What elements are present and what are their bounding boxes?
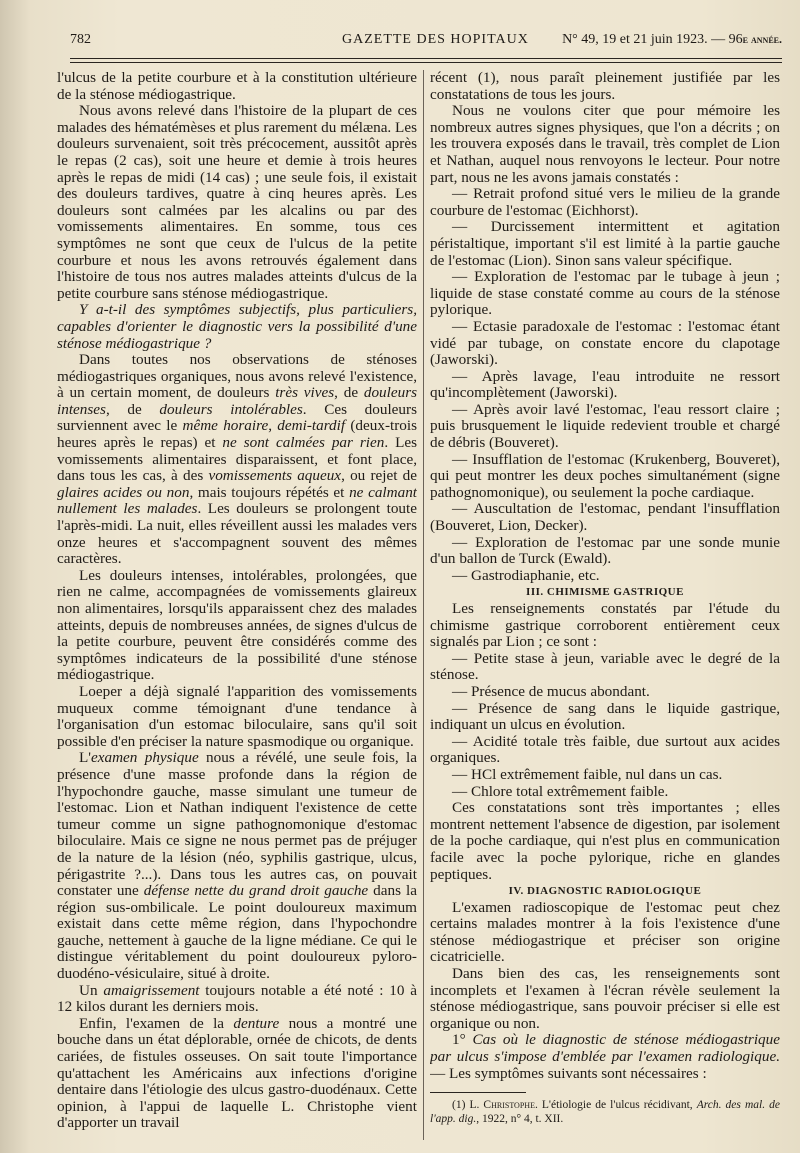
paragraph [430, 1032, 780, 1082]
paragraph: Les douleurs intenses, intolérables, prolongées, que rien ne calme, accompagnées de vomissements glaireux non alimentaires, lorsqu'ils apparaissent chez des malades atteints, depuis de nombreuses années, de signes d'ulcus de la petite courbure, peuvent être considérés comme des symptômes indicateurs de la possibilité d'une sténose médiogastrique. [57, 566, 417, 684]
list-item: — Après avoir lavé l'estomac, l'eau ressort claire ; puis brusquement le liquide redevient trouble et chargé de débris (Bouveret). [430, 400, 780, 452]
text-run: . Les vomissements alimentaires disparaissent, et font place, dans tous les cas, à des [57, 434, 417, 485]
text-run: dans la région sus-ombilicale. Le point douloureux maximum existait dans cette même région, dans l'hypochondre gauche, nettement à gauche de la ligne médiane. Ce qui le distingue véritablement du point douloureux pyloro-duodéno-vésiculaire, situé à droite. [57, 882, 417, 983]
italic-term: denture [233, 1014, 280, 1032]
italic-term: demi-tardif [277, 417, 346, 435]
text-run: , de [105, 400, 160, 418]
paragraph: L'examen radioscopique de l'estomac peut chez certains malades montrer à la fois l'existence d'une sténose médiogastrique et préciser son origine cicatricielle. [430, 898, 780, 966]
text-run: Enfin, l'examen de la [79, 1014, 234, 1032]
running-header [70, 30, 782, 58]
italic-term: défense nette du grand droit gauche [143, 882, 369, 900]
paragraph: récent (1), nous paraît pleinement justifiée par les constatations de tous les jours. [430, 70, 780, 103]
question-paragraph [57, 302, 417, 352]
paragraph [57, 983, 417, 1016]
paragraph: Dans bien des cas, les renseignements sont incomplets et l'examen à l'écran révèle seulement la sténose médiogastrique, sans pouvoir préciser si elle est organique ou non. [430, 965, 780, 1032]
footnote [430, 1099, 780, 1126]
italic-term: même horaire [182, 417, 269, 435]
paragraph: Ces constatations sont très importantes ; elles montrent nettement l'absence de digestion, par isolement de la poche cardiaque, qui n'est plus en communication facile avec la poche pylorique, riche en glandes peptiques. [430, 799, 780, 883]
paragraph: l'ulcus de la petite courbure et à la constitution ultérieure de la sténose médiogastrique. [57, 70, 417, 103]
text-run: nous a révélé, une seule fois, la présence d'une masse profonde dans la région de l'hypochondre gauche, masse simulant une tumeur de l'estomac. Lion et Nathan indiquent l'existence de cette tumeur comme un signe pathognomonique d'estomac biloculaire. Mais ce signe ne nous permet pas de préjuger de la nature de la lésion (néo, syphilis gastrique, ulcus, périgastrite ?...). Dans tous les autres cas, on pouvait constater une [57, 749, 417, 900]
italic-question: Y a-t-il des symptômes subjectifs, plus particuliers, capables d'orienter le diagnostic vers la possibilité d'une sténose médiogastrique ? [57, 301, 417, 352]
text-run: , ou rejet de [341, 467, 417, 485]
italic-term: douleurs intenses [57, 384, 417, 418]
issue-year-label: e année. [742, 32, 782, 46]
paragraph: Les renseignements constatés par l'étude du chimisme gastrique corroborent entièrement ceux signalés par Lion ; ce sont : [430, 600, 780, 651]
text-run: (1) L. [452, 1099, 484, 1112]
text-run: Dans toutes nos observations de sténoses médiogastriques organiques, nous avons relevé l'existence, à un certain moment, de douleurs [57, 351, 417, 402]
text-run: Un [79, 981, 104, 999]
paragraph: Loeper a déjà signalé l'apparition des vomissements muqueux comme témoignant d'une tendance à l'organisation d'un estomac biloculaire, sans qu'il soit possible d'en préciser la nature spasmodique ou organique. [57, 682, 417, 750]
italic-term: très vives [275, 384, 335, 402]
header-rule-thin [70, 62, 782, 63]
list-item: — Retrait profond situé vers le milieu de la grande courbure de l'estomac (Eichhorst). [430, 185, 780, 219]
paragraph: Nous ne voulons citer que pour mémoire les nombreux autres signes physiques, que l'on a décrits ; on les trouvera exposés dans le travail, très complet de Lion et Nathan, auquel nous renvoyons le lecteur. Pour notre part, nous ne les avons jamais constatés : [430, 102, 780, 186]
list-item: — Ectasie paradoxale de l'estomac : l'estomac étant vidé par tubage, on constate encore du clapotage (Jaworski). [430, 317, 780, 369]
list-item: — Présence de sang dans le liquide gastrique, indiquant un ulcus en évolution. [430, 699, 780, 734]
text-run: toujours notable a été noté : 10 à 12 kilos durant les derniers mois. [57, 981, 417, 1016]
text-run: . Les douleurs se prolongent toute l'après-midi. La nuit, elles réveillent aussi les malades vers onze heures et s'accompagnent souvent des mêmes caractères. [57, 500, 417, 568]
footnote-author: Christophe [483, 1099, 535, 1112]
text-run: , [268, 417, 278, 435]
italic-term: glaires acides ou non [57, 483, 190, 501]
list-item: — HCl extrêmement faible, nul dans un cas. [452, 765, 723, 783]
column-divider [423, 70, 424, 1140]
italic-term: ne calmant nullement les malades [57, 483, 417, 518]
text-run: , mais toujours répétés et [189, 483, 350, 501]
italic-term: amaigrissement [103, 981, 200, 999]
list-item: — Acidité totale très faible, due surtout aux acides organiques. [430, 732, 780, 767]
text-run: . Ces douleurs surviennent avec le [57, 400, 417, 435]
text-run: , 1922, n° 4, t. XII. [476, 1112, 564, 1125]
header-rule [70, 58, 782, 59]
journal-title: GAZETTE DES HOPITAUX [342, 32, 529, 47]
italic-term: Arch. des mal. de l'app. dig. [430, 1099, 780, 1125]
issue-date: N° 49, 19 et 21 juin 1923. — 96 [562, 32, 743, 47]
text-run: nous a montré une bouche dans un état déplorable, ornée de chicots, de dents cariées, de fistules osseuses. On sait toute l'importance qu'attachent les Américains aux infections d'origine dentaire dans l'étiologie des ulcus gastro-duodénaux. Cette opinion, à l'appui de laquelle L. Christophe vient d'apporter un travail [57, 1014, 417, 1132]
list-item: — Après lavage, l'eau introduite ne ressort qu'incomplètement (Jaworski). [430, 367, 780, 402]
italic-term: Cas où le diagnostic de sténose médiogastrique par ulcus s'impose d'emblée par l'examen radiologique. [430, 1031, 780, 1066]
text-run: , de [334, 384, 364, 402]
footnote-rule [430, 1092, 526, 1093]
text-run: (deux-trois heures après le repas) et [57, 417, 417, 452]
paragraph [57, 1016, 417, 1132]
paragraph: Nous avons relevé dans l'histoire de la plupart de ces malades des hématémèses et plus rarement du mélæna. Les douleurs survenaient, soit très précocement, aussitôt après le repas (2 cas), soit une heure et demie à trois heures après le repas de midi (14 cas) ; une seule fois, il existait des douleurs tardives, quatre à cinq heures après. Les douleurs sont calmées par les alcalins ou par des vomissements alimentaires. En somme, tous ces symptômes ne sont que ceux de l'ulcus de la petite courbure et nous les avons retrouvés également dans l'histoire de tous nos autres malades atteints d'ulcus de la petite courbure sans sténose médiogastrique. [57, 102, 417, 302]
text-run: . L'étiologie de l'ulcus récidivant, [534, 1099, 697, 1112]
section-heading: III. CHIMISME GASTRIQUE [526, 586, 684, 599]
text-run: L' [79, 749, 92, 767]
italic-term: vomissements aqueux [208, 467, 342, 485]
paragraph [57, 352, 417, 568]
left-column [57, 70, 417, 1145]
text-run: — Les symptômes suivants sont nécessaires : [430, 1064, 707, 1082]
list-item: — Auscultation de l'estomac, pendant l'insufflation (Bouveret, Lion, Decker). [430, 500, 780, 535]
list-item: — Exploration de l'estomac par une sonde munie d'un ballon de Turck (Ewald). [430, 533, 780, 568]
list-item: — Gastrodiaphanie, etc. [452, 566, 600, 584]
text-run: 1° [452, 1031, 473, 1049]
list-item: — Durcissement intermittent et agitation péristaltique, important s'il est limité à la partie gauche de l'estomac (Lion). Sinon sans valeur spécifique. [430, 218, 780, 269]
list-item: — Exploration de l'estomac par le tubage à jeun ; liquide de stase constaté comme au cours de la sténose pylorique. [430, 268, 780, 319]
italic-term: examen physique [91, 749, 199, 767]
list-item: — Présence de mucus abondant. [452, 682, 650, 700]
italic-term: ne sont calmées par rien [222, 434, 385, 452]
section-heading: IV. DIAGNOSTIC RADIOLOGIQUE [508, 885, 702, 898]
issue-info [562, 32, 782, 48]
right-column [430, 70, 780, 1145]
paragraph [57, 750, 417, 982]
list-item: — Petite stase à jeun, variable avec le degré de la sténose. [430, 649, 780, 684]
list-item: — Chlore total extrêmement faible. [452, 782, 669, 800]
page-number: 782 [70, 32, 91, 47]
list-item: — Insufflation de l'estomac (Krukenberg, Bouveret), qui peut montrer les deux poches simultanément (signe pathognomonique), ou seulement la poche cardiaque. [430, 450, 780, 501]
italic-term: douleurs intolérables [159, 400, 303, 418]
